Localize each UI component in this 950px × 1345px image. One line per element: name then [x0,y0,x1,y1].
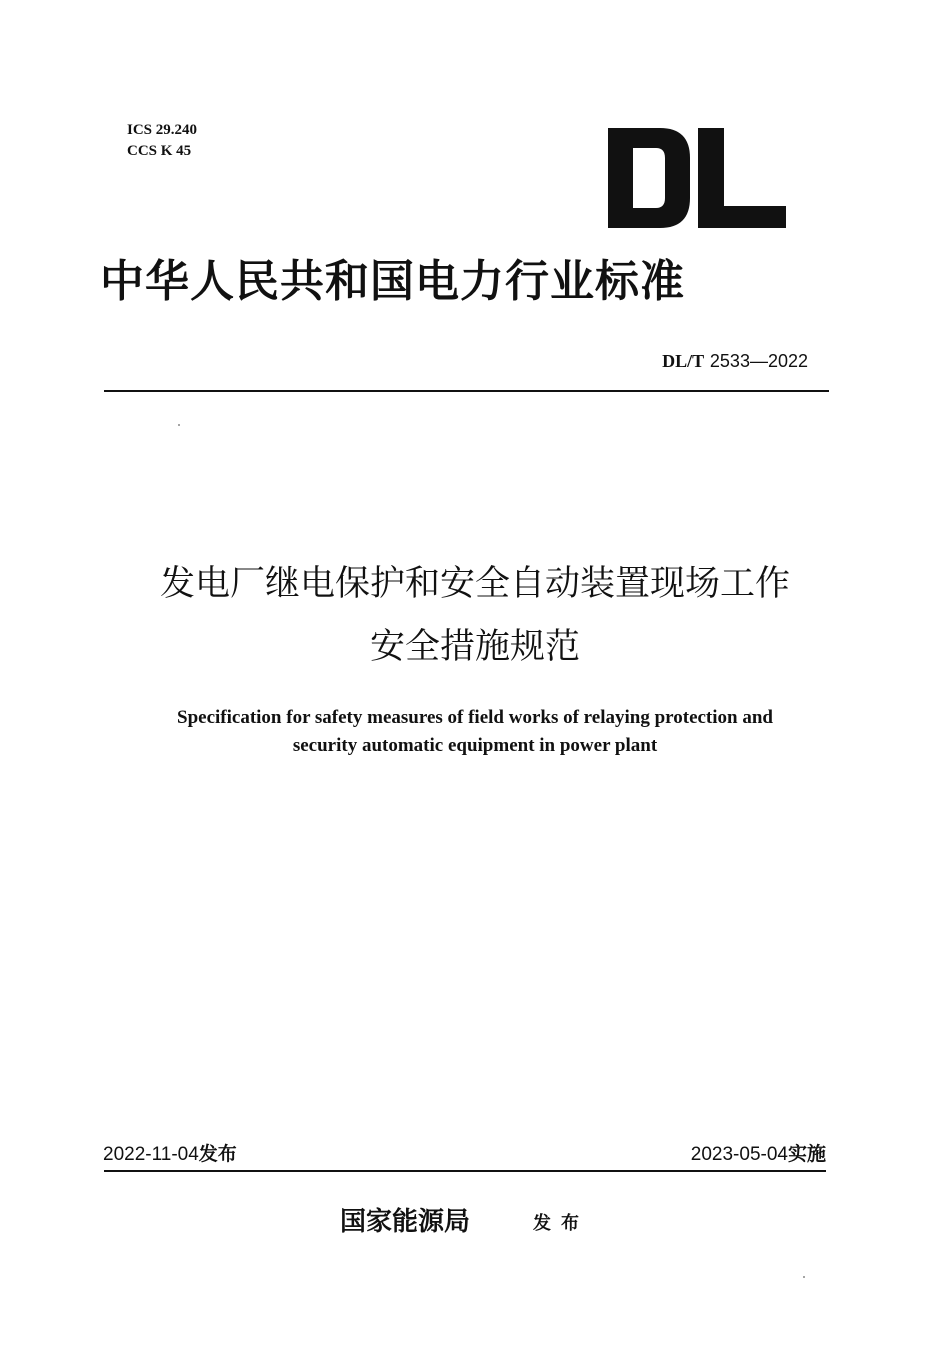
standard-code: 2533—2022 [709,351,808,371]
issue-date [103,1141,237,1168]
title-en-line1: Specification for safety measures of field works of relaying protection and [177,707,773,728]
bottom-divider [104,1170,826,1172]
title-en-line2: security automatic equipment in power plant [292,735,658,756]
top-divider [104,390,829,392]
issuer-action: 发布 [533,1213,589,1234]
dl-logo [608,128,786,228]
title-cn-line1: 发电厂继电保护和安全自动装置现场工作 [159,564,790,604]
implement-date-value: 2023-05-04 [690,1144,788,1165]
ics-code: ICS 29.240 [127,122,198,138]
ccs-code: CCS K 45 [127,143,192,159]
implement-date-label: 实施 [787,1143,826,1165]
industry-standard-heading: 中华人民共和国电力行业标准 [100,256,685,307]
issue-date-value: 2022-11-04 [103,1144,199,1165]
standard-number [662,349,808,374]
scan-speck [803,1276,805,1278]
scan-speck [178,424,180,426]
title-cn-line2: 安全措施规范 [369,627,580,667]
issue-date-label: 发布 [198,1143,237,1165]
implement-date [691,1141,826,1168]
issuer-name: 国家能源局 [340,1207,471,1237]
standard-prefix: DL/T [662,351,705,371]
classification-codes [127,120,197,162]
